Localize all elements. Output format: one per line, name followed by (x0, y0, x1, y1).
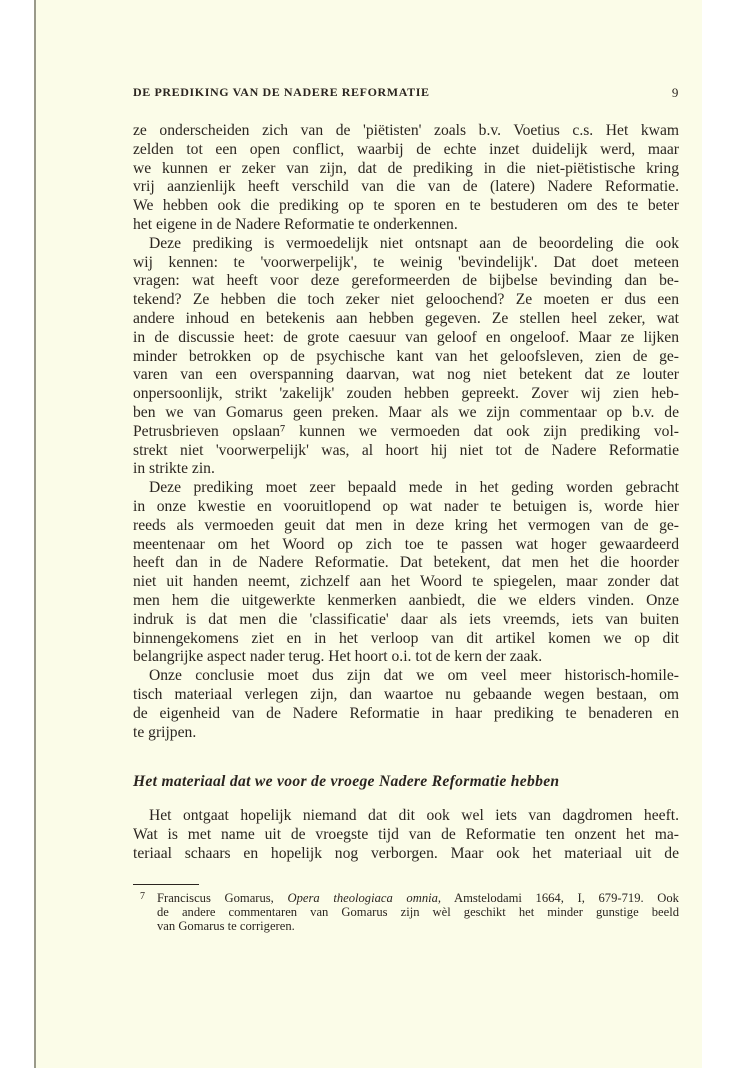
text-line: meentenaar om het Woord op zich toe te passen wat hoger gewaardeerd (133, 535, 679, 553)
text-line: wij kennen: te 'voorwerpelijk', te weinig 'bevindelijk'. Dat doet meteen (133, 253, 679, 271)
text-line: Deze prediking moet zeer bepaald mede in het geding worden gebracht (149, 479, 679, 497)
text-line: het eigene in de Nadere Reformatie te onderkennen. (133, 216, 458, 233)
running-header (133, 85, 679, 100)
text-line: ben we van Gomarus geen preken. Maar als we zijn commentaar op b.v. de (133, 404, 679, 421)
text-line: minder betrokken op de psychische kant van het geloofsleven, zien de ge- (133, 347, 679, 365)
text-line: heeft dan in de Nadere Reformatie. Dat betekent, dat men het die hoorder (133, 554, 679, 572)
text-line: strekt niet 'voorwerpelijk' was, al hoort hij niet tot de Nadere Reformatie (133, 441, 679, 459)
page-number: 9 (671, 85, 679, 100)
text-line: onpersoonlijk, strikt 'zakelijk' zouden hebben gepreekt. Zover wij zien heb- (133, 385, 679, 403)
text-line: in strikte zin. (133, 460, 215, 478)
text-line: zelden tot een open conflict, waarbij de echte inzet duidelijk werd, maar (133, 140, 679, 158)
text-line: in onze kwestie en vooruitlopend op wat nader te betuigen is, worde hier (133, 498, 679, 515)
text-line: reeds als vermoeden geuit dat men in deze kring het vermogen van de ge- (133, 516, 679, 534)
text-line: tisch materiaal verlegen zijn, dan waartoe nu gebaande wegen bestaan, om (133, 686, 679, 703)
footnote-divider (133, 884, 199, 885)
text-line: men hem die uitgewerkte kenmerken aanbiedt, die we elders vinden. Onze (133, 592, 679, 609)
text-line: Deze prediking is vermoedelijk niet ontsnapt aan de beoordeling die ook (149, 234, 679, 252)
footnote-book-title: Opera theologiaca omnia, (287, 891, 442, 905)
text-line: teriaal schaars en hopelijk nog verborgen. Maar ook het materiaal uit de (133, 845, 679, 862)
text-line: de eigenheid van de Nadere Reformatie in haar prediking te benaderen en (133, 704, 679, 722)
text-line: Wat is met name uit de vroegste tijd van de Reformatie ten onzent het ma- (133, 826, 679, 843)
footnote-text: Franciscus Gomarus, (157, 891, 288, 905)
footnote-line: van Gomarus te corrigeren. (157, 919, 295, 933)
scanned-page (34, 0, 702, 1068)
text-line: vragen: wat heeft voor deze gereformeerden de bijbelse bevinding dan be- (133, 272, 679, 290)
text-line: we kunnen er zeker van zijn, dat de prediking in die niet-piëtistische kring (133, 159, 679, 177)
text-line: Onze conclusie moet dus zijn dat we om veel meer historisch-homile- (149, 667, 679, 685)
running-title: DE PREDIKING VAN DE NADERE REFORMATIE (133, 85, 430, 99)
text-line: Petrusbrieven opslaan⁷ kunnen we vermoeden dat ook zijn prediking vol- (133, 422, 679, 440)
text-line: indruk is dat men die 'classificatie' daar als iets vreemds, iets van buiten (133, 610, 679, 628)
text-line: andere inhoud en betekenis aan hebben gegeven. Ze stellen heel zeker, wat (133, 310, 679, 327)
text-line: in de discussie heet: de grote caesuur van geloof en ongeloof. Maar ze lijken (133, 328, 679, 346)
section-heading: Het materiaal dat we voor de vroege Nadere Reformatie hebben (133, 773, 560, 790)
text-line: vrij aanzienlijk heeft verschild van die van de (latere) Nadere Reformatie. (133, 178, 679, 196)
text-line: We hebben ook die prediking op te sporen en te bestuderen om des te beter (133, 197, 679, 215)
text-line: tekend? Ze hebben die toch zeker niet geloochend? Ze moeten er dus een (133, 291, 679, 309)
footnote-line: de andere commentaren van Gomarus zijn wèl geschikt het minder gunstige beeld (157, 905, 679, 919)
text-line: ze onderscheiden zich van de 'piëtisten' zoals b.v. Voetius c.s. Het kwam (133, 122, 679, 139)
text-line: varen van een overspanning daarvan, wat nog niet betekent dat ze louter (133, 366, 679, 384)
footnote-line (157, 891, 679, 905)
footnote-text: Amstelodami 1664, I, 679-719. Ook (441, 891, 679, 905)
text-line: te grijpen. (133, 723, 197, 741)
footnote-number: 7 (140, 891, 145, 902)
text-line: niet uit handen neemt, zichzelf aan het Woord te spiegelen, maar zonder dat (133, 573, 679, 591)
text-line: binnengekomens ziet en in het verloop van dit artikel komen we op dit (133, 629, 679, 647)
text-line: belangrijke aspect nader terug. Het hoort o.i. tot de kern der zaak. (133, 648, 543, 666)
text-line: Het ontgaat hopelijk niemand dat dit ook wel iets van dagdromen heeft. (149, 807, 679, 824)
